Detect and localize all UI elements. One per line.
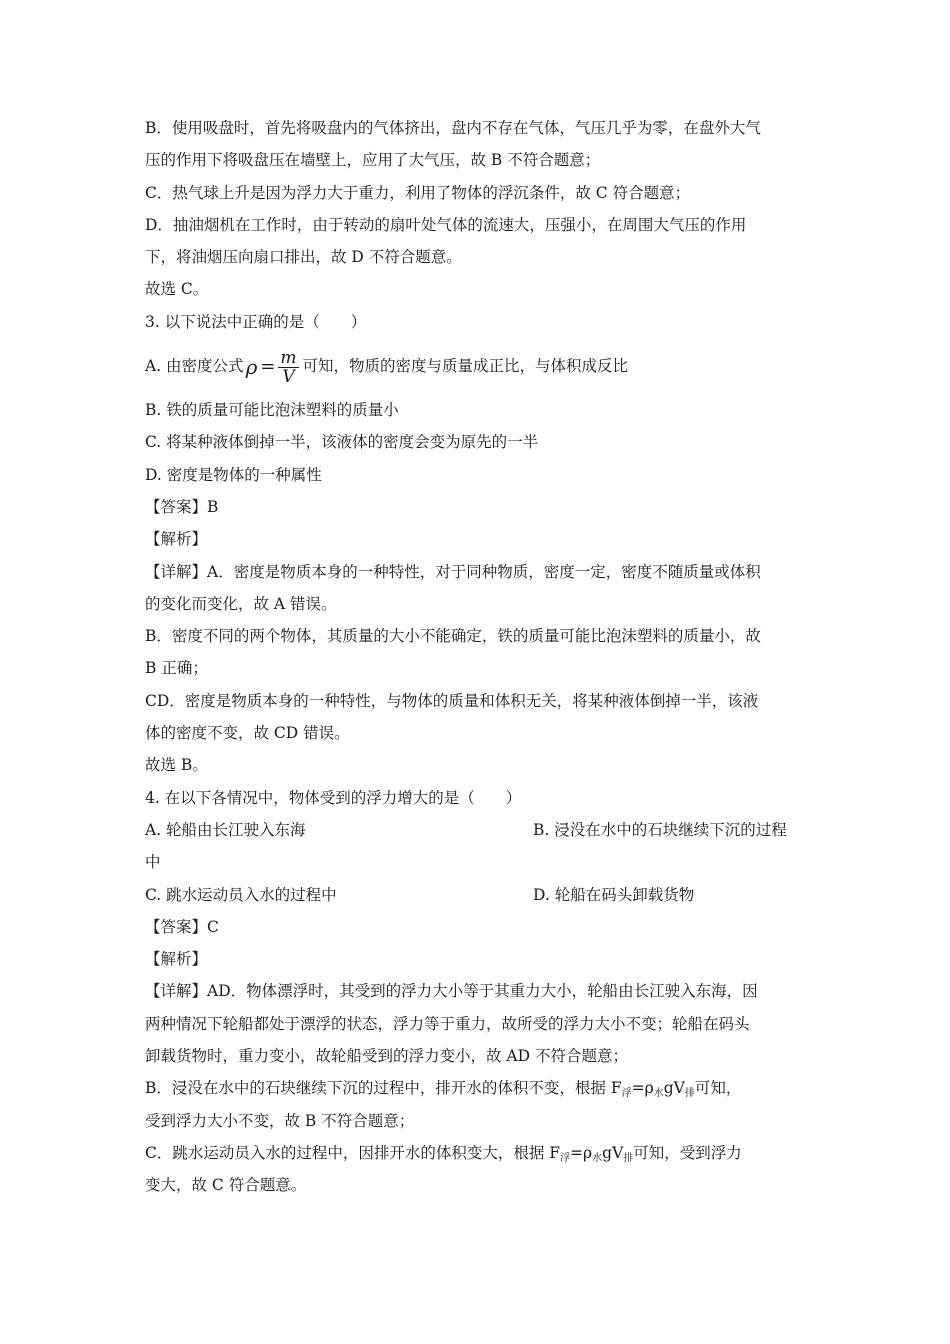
formula-numerator: m xyxy=(280,347,297,368)
q3-detail-line: 【详解】A．密度是物质本身的一种特性，对于同种物质，密度一定，密度不随质量或体积 xyxy=(145,562,761,581)
document-page xyxy=(145,112,810,1202)
q3-option-a xyxy=(145,338,810,394)
q4-detail-b-line-1 xyxy=(145,1072,810,1104)
text-span: =ρ xyxy=(570,1143,593,1162)
formula-rho: ρ xyxy=(245,355,258,380)
q4-answer: 【答案】C xyxy=(145,917,219,936)
subscript: 浮 xyxy=(560,1152,571,1164)
subscript: 水 xyxy=(592,1152,603,1164)
text-span: B．浸没在水中的石块继续下沉的过程中，排开水的体积不变，根据 F xyxy=(145,1079,622,1098)
text-line: C．热气球上升是因为浮力大于重力，利用了物体的浮沉条件，故 C 符合题意； xyxy=(145,183,691,202)
q3-analysis-label: 【解析】 xyxy=(145,530,208,549)
text-line: 故选 C。 xyxy=(145,280,209,299)
formula-fraction xyxy=(278,349,298,386)
q4-detail-line: 卸载货物时，重力变小，故轮船受到的浮力变小，故 AD 不符合题意； xyxy=(145,1047,628,1066)
text-span: =ρ xyxy=(631,1079,654,1098)
q3-detail-line: B．密度不同的两个物体，其质量的大小不能确定，铁的质量可能比泡沫塑料的质量小，故 xyxy=(145,627,761,646)
q4-option-c: C. 跳水运动员入水的过程中 xyxy=(145,885,337,904)
text-span: gV xyxy=(663,1079,685,1098)
q4-options-row-2 xyxy=(145,879,810,911)
q4-detail-b-line-2: 受到浮力大小不变，故 B 不符合题意； xyxy=(145,1111,415,1130)
q4-detail-line: 两种情况下轮船都处于漂浮的状态，浮力等于重力，故所受的浮力大小不变；轮船在码头 xyxy=(145,1014,750,1033)
text-line: 压的作用下将吸盘压在墙壁上，应用了大气压，故 B 不符合题意； xyxy=(145,151,601,170)
question-3-stem: 3. 以下说法中正确的是（ ） xyxy=(145,312,367,331)
q3-detail-line: 体的密度不变，故 CD 错误。 xyxy=(145,724,350,743)
formula-equals: = xyxy=(260,356,276,378)
q3-detail-line: B 正确； xyxy=(145,659,208,678)
q4-option-a: A. 轮船由长江驶入东海 xyxy=(145,820,306,839)
text-line: 下，将油烟压向扇口排出，故 D 不符合题意。 xyxy=(145,248,462,267)
formula-denominator: V xyxy=(282,366,295,387)
q3-option-b: B. 铁的质量可能比泡沫塑料的质量小 xyxy=(145,401,399,420)
q3-option-d: D. 密度是物体的一种属性 xyxy=(145,465,322,484)
q4-option-d: D. 轮船在码头卸载货物 xyxy=(533,885,695,904)
subscript: 浮 xyxy=(621,1088,632,1100)
subscript: 排 xyxy=(684,1088,695,1100)
q4-option-b-continued: 中 xyxy=(145,853,161,872)
q4-detail-line: 【详解】AD．物体漂浮时，其受到的浮力大小等于其重力大小，轮船由长江驶入东海，因 xyxy=(145,982,758,1001)
q3-answer: 【答案】B xyxy=(145,497,219,516)
text-span: C．跳水运动员入水的过程中，因排开水的体积变大，根据 F xyxy=(145,1143,561,1162)
q3-option-c: C. 将某种液体倒掉一半，该液体的密度会变为原先的一半 xyxy=(145,433,539,452)
q4-analysis-label: 【解析】 xyxy=(145,950,208,969)
q4-options-row-1 xyxy=(145,814,810,846)
text-line: D．抽油烟机在工作时，由于转动的扇叶处气体的流速大，压强小，在周围大气压的作用 xyxy=(145,215,747,234)
q4-detail-c-line-2: 变大，故 C 符合题意。 xyxy=(145,1176,307,1195)
question-4-stem: 4. 在以下各情况中，物体受到的浮力增大的是（ ） xyxy=(145,788,522,807)
text-line: B．使用吸盘时，首先将吸盘内的气体挤出，盘内不存在气体，气压几乎为零，在盘外大气 xyxy=(145,119,761,137)
text-span: 可知，受到浮力 xyxy=(633,1143,742,1162)
q3-detail-line: 的变化而变化，故 A 错误。 xyxy=(145,594,337,613)
q3-option-a-suffix: 可知，物质的密度与质量成正比，与体积成反比 xyxy=(302,357,629,376)
q4-detail-c-line-1 xyxy=(145,1137,810,1169)
subscript: 水 xyxy=(653,1088,664,1100)
q3-detail-line: CD．密度是物质本身的一种特性，与物体的质量和体积无关，将某种液体倒掉一半，该液 xyxy=(145,691,759,710)
q4-option-b: B. 浸没在水中的石块继续下沉的过程 xyxy=(533,820,787,839)
q3-detail-line: 故选 B。 xyxy=(145,756,208,775)
subscript: 排 xyxy=(623,1152,634,1164)
text-span: gV xyxy=(602,1143,624,1162)
density-formula xyxy=(246,339,299,395)
text-span: 可知， xyxy=(694,1079,742,1098)
q3-option-a-prefix: A. 由密度公式 xyxy=(145,357,244,376)
